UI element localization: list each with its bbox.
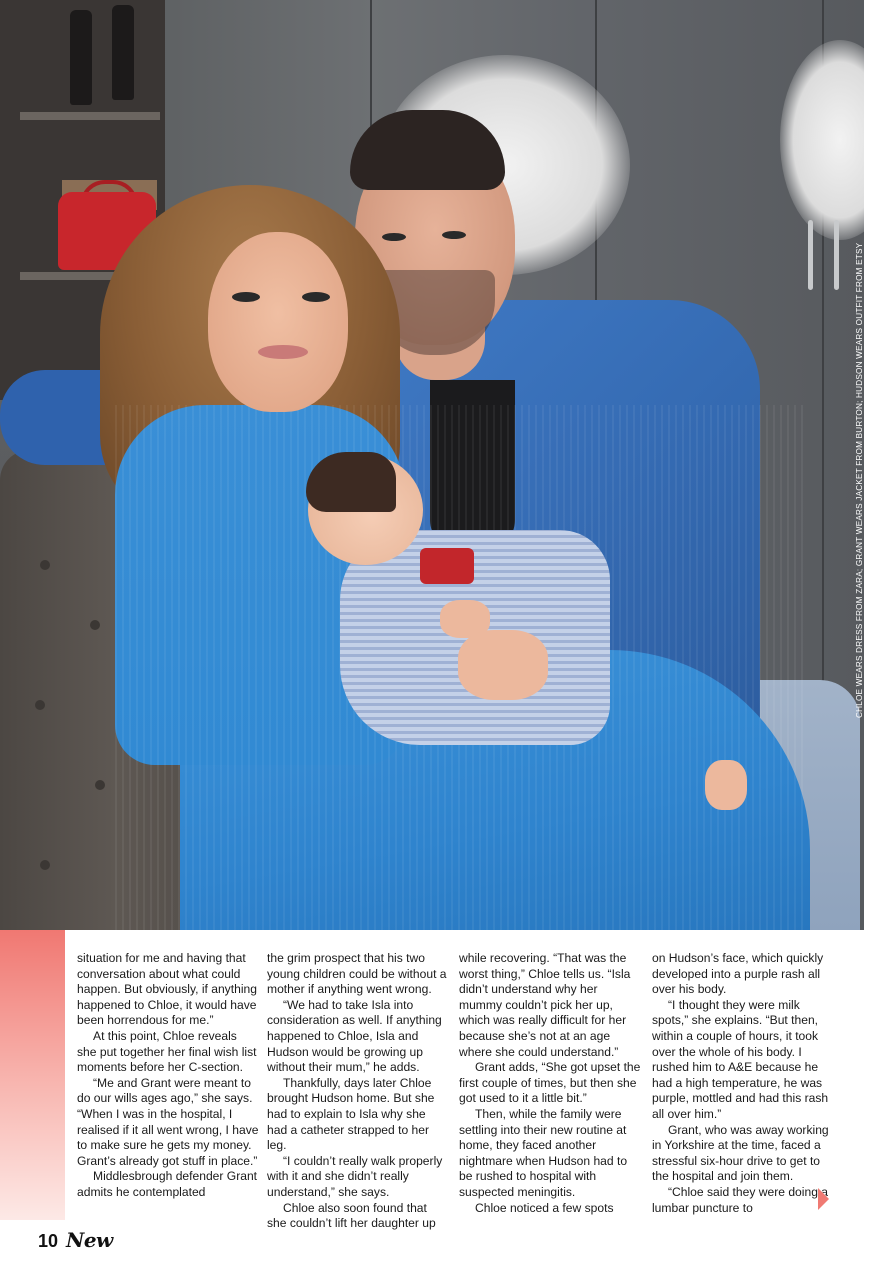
shelf <box>20 112 160 120</box>
paragraph: At this point, Chloe reveals she put together her final wish list moments before her C-section. <box>77 1028 257 1075</box>
paragraph: “I thought they were milk spots,” she explains. “But then, within a couple of hours, it took over the whole of his body. I rushed him to A&E because he had a high temperature, he was purple, mottled and had this rash all over him.” <box>652 997 829 1121</box>
baby-hair <box>306 452 396 512</box>
paragraph: “I couldn’t really walk properly with it and she didn’t really understand,” she says. <box>267 1153 443 1199</box>
door-handle <box>834 220 839 290</box>
eye <box>382 233 406 241</box>
paragraph: while recovering. “That was the worst thing,” Chloe tells us. “Isla didn’t understand why her mummy couldn’t pick her up, which was really difficult for her because she’s not at an age where she could understand.” <box>459 951 631 1059</box>
paragraph: Chloe also soon found that she couldn’t lift her daughter up <box>267 1200 436 1231</box>
paragraph: Middlesbrough defender Grant admits he contemplated <box>77 1169 258 1199</box>
page-footer <box>38 1228 113 1252</box>
paragraph: situation for me and having that conversation about what could happen. But obviously, if anything happened to Chloe, it would have been horrendous for me.” <box>77 951 257 1028</box>
paragraph: “We had to take Isla into consideration as well. If anything happened to Chloe, Isla and Hudson would be growing up without their mum,” he adds. <box>267 997 442 1075</box>
paragraph: on Hudson’s face, which quickly developed into a purple rash all over his body. <box>652 951 824 997</box>
woman-face <box>208 232 348 412</box>
sofa-tuft <box>35 700 45 710</box>
man-tshirt <box>430 380 515 550</box>
paragraph: Thankfully, days later Chloe brought Hudson home. But she had to explain to Isla why she had a catheter strapped to her leg. <box>267 1075 435 1153</box>
paragraph: Then, while the family were settling into their new routine at home, they faced another nightmare when Hudson had to be rushed to hospital with suspected meningitis. <box>459 1106 628 1199</box>
text-column-3 <box>459 951 641 1216</box>
text-column-1 <box>77 951 259 1201</box>
continue-arrow-icon <box>818 1188 829 1210</box>
page-number: 10 <box>38 1231 59 1251</box>
sofa-tuft <box>95 780 105 790</box>
door-handle <box>808 220 813 290</box>
text-column-2 <box>267 951 449 1232</box>
accent-bar <box>0 930 65 1220</box>
paragraph: the grim prospect that his two young children could be without a mother if anything went wrong. <box>267 951 447 997</box>
paragraph: Grant adds, “She got upset the first couple of times, but then she got used to it a little bit.” <box>459 1060 641 1106</box>
sofa-tuft <box>40 560 50 570</box>
paragraph: Grant, who was away working in Yorkshire at the time, faced a stressful six-hour drive to get to the hospital and join them. <box>652 1122 829 1184</box>
eye <box>442 231 466 239</box>
magazine-logo: New <box>66 1228 113 1252</box>
paragraph: “Me and Grant were meant to do our wills ages ago,” she says. “When I was in the hospital, I realised if it all went wrong, I have to make sure he gets my money. Grant’s already got stuff in place.” <box>77 1075 259 1168</box>
text-column-4 <box>652 951 834 1216</box>
sofa-tuft <box>90 620 100 630</box>
woman-lips <box>258 345 308 359</box>
paragraph: Chloe noticed a few spots <box>475 1200 614 1215</box>
baby-outfit-motif <box>420 548 474 584</box>
paragraph: “Chloe said they were doing a lumbar puncture to <box>652 1184 829 1215</box>
boot <box>112 5 134 100</box>
eye <box>302 292 330 302</box>
eye <box>232 292 260 302</box>
hand <box>458 630 548 700</box>
sofa-tuft <box>40 860 50 870</box>
hand <box>705 760 747 810</box>
boot <box>70 10 92 105</box>
photo-credit: CHLOE WEARS DRESS FROM ZARA; GRANT WEARS JACKET FROM BURTON; HUDSON WEARS OUTFIT FROM ETSY <box>855 242 864 718</box>
